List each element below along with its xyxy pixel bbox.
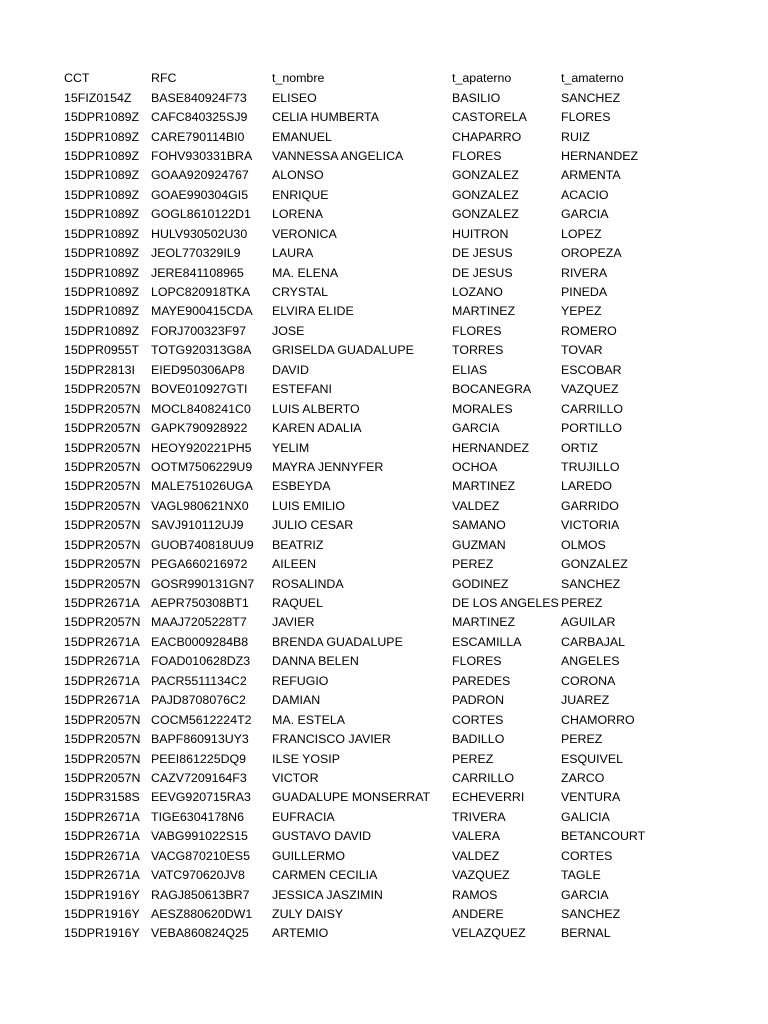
table-row xyxy=(64,166,754,185)
table-row xyxy=(64,88,754,107)
cell-t-nombre: DAMIAN xyxy=(272,693,321,708)
cell-t-apaterno: VALDEZ xyxy=(452,498,500,513)
cell-rfc: CARE790114BI0 xyxy=(151,129,245,144)
cell-t-nombre: VANNESSA ANGELICA xyxy=(272,148,404,163)
cell-rfc: MAYE900415CDA xyxy=(151,304,253,319)
cell-t-nombre: KAREN ADALIA xyxy=(272,421,362,436)
cell-t-nombre: JESSICA JASZIMIN xyxy=(272,887,383,902)
cell-rfc: EACB0009284B8 xyxy=(151,634,249,649)
table-row xyxy=(64,108,754,127)
cell-t-apaterno: CHAPARRO xyxy=(452,129,522,144)
cell-t-apaterno: FLORES xyxy=(452,654,502,669)
cell-rfc: PEGA660216972 xyxy=(151,557,248,572)
cell-cct: 15DPR2057N xyxy=(64,770,141,785)
cell-t-apaterno: BADILLO xyxy=(452,732,505,747)
cell-t-apaterno: PEREZ xyxy=(452,557,494,572)
cell-cct: 15DPR1089Z xyxy=(64,246,140,261)
cell-rfc: RAGJ850613BR7 xyxy=(151,887,250,902)
cell-cct: 15DPR2057N xyxy=(64,732,141,747)
cell-t-nombre: CARMEN CECILIA xyxy=(272,868,378,883)
cell-t-nombre: LAURA xyxy=(272,246,314,261)
cell-cct: 15DPR1089Z xyxy=(64,168,140,183)
cell-t-amaterno: ESQUIVEL xyxy=(561,751,623,766)
cell-cct: 15DPR1089Z xyxy=(64,285,140,300)
data-table xyxy=(64,69,754,944)
cell-cct: 15DPR2671A xyxy=(64,596,140,611)
cell-rfc: CAFC840325SJ9 xyxy=(151,110,248,125)
table-row xyxy=(64,866,754,885)
cell-t-nombre: ILSE YOSIP xyxy=(272,751,340,766)
cell-t-nombre: LUIS ALBERTO xyxy=(272,401,360,416)
cell-t-apaterno: MARTINEZ xyxy=(452,304,516,319)
header-t-apaterno: t_apaterno xyxy=(452,71,512,86)
cell-rfc: LOPC820918TKA xyxy=(151,285,251,300)
cell-t-apaterno: CASTORELA xyxy=(452,110,527,125)
cell-rfc: VACG870210ES5 xyxy=(151,848,250,863)
cell-t-nombre: JOSE xyxy=(272,323,305,338)
cell-t-amaterno: BETANCOURT xyxy=(561,829,646,844)
table-row xyxy=(64,302,754,321)
cell-t-nombre: ALONSO xyxy=(272,168,324,183)
cell-t-apaterno: GUZMAN xyxy=(452,537,506,552)
cell-t-apaterno: VALDEZ xyxy=(452,848,500,863)
cell-cct: 15DPR1089Z xyxy=(64,148,140,163)
cell-t-nombre: JAVIER xyxy=(272,615,315,630)
cell-t-nombre: EUFRACIA xyxy=(272,809,335,824)
cell-rfc: BAPF860913UY3 xyxy=(151,732,249,747)
cell-t-apaterno: BOCANEGRA xyxy=(452,382,532,397)
table-row xyxy=(64,749,754,768)
cell-t-apaterno: DE JESUS xyxy=(452,246,513,261)
cell-cct: 15DPR2057N xyxy=(64,518,141,533)
cell-t-nombre: DANNA BELEN xyxy=(272,654,359,669)
cell-rfc: FORJ700323F97 xyxy=(151,323,247,338)
cell-cct: 15DPR1089Z xyxy=(64,129,140,144)
cell-t-nombre: GUSTAVO DAVID xyxy=(272,829,372,844)
cell-t-amaterno: OROPEZA xyxy=(561,246,622,261)
table-row xyxy=(64,458,754,477)
cell-cct: 15DPR2057N xyxy=(64,751,141,766)
cell-t-nombre: VERONICA xyxy=(272,226,337,241)
cell-t-amaterno: SANCHEZ xyxy=(561,576,621,591)
cell-t-amaterno: PEREZ xyxy=(561,732,603,747)
table-row xyxy=(64,322,754,341)
spreadsheet-page xyxy=(64,69,754,944)
cell-t-apaterno: VALERA xyxy=(452,829,500,844)
table-row xyxy=(64,341,754,360)
cell-cct: 15DPR3158S xyxy=(64,790,140,805)
cell-rfc: VATC970620JV8 xyxy=(151,868,245,883)
cell-cct: 15DPR2057N xyxy=(64,712,141,727)
cell-t-nombre: DAVID xyxy=(272,362,309,377)
cell-cct: 15DPR1089Z xyxy=(64,187,140,202)
header-row xyxy=(64,69,754,88)
table-row xyxy=(64,788,754,807)
cell-cct: 15DPR2057N xyxy=(64,615,141,630)
cell-t-amaterno: ESCOBAR xyxy=(561,362,622,377)
cell-t-apaterno: MARTINEZ xyxy=(452,615,516,630)
cell-cct: 15DPR1916Y xyxy=(64,887,140,902)
cell-cct: 15DPR2057N xyxy=(64,557,141,572)
cell-t-apaterno: PAREDES xyxy=(452,673,511,688)
cell-t-nombre: REFUGIO xyxy=(272,673,329,688)
cell-t-apaterno: MARTINEZ xyxy=(452,479,516,494)
cell-t-apaterno: DE LOS ANGELES xyxy=(452,596,559,611)
cell-t-nombre: AILEEN xyxy=(272,557,317,572)
cell-t-amaterno: RUIZ xyxy=(561,129,590,144)
table-row xyxy=(64,361,754,380)
cell-rfc: JEOL770329IL9 xyxy=(151,246,241,261)
table-row xyxy=(64,613,754,632)
cell-t-apaterno: ECHEVERRI xyxy=(452,790,525,805)
cell-rfc: TOTG920313G8A xyxy=(151,343,252,358)
cell-t-nombre: ROSALINDA xyxy=(272,576,344,591)
cell-t-amaterno: ZARCO xyxy=(561,770,605,785)
cell-rfc: GOSR990131GN7 xyxy=(151,576,255,591)
cell-t-nombre: ELISEO xyxy=(272,90,317,105)
cell-rfc: TIGE6304178N6 xyxy=(151,809,244,824)
cell-t-amaterno: TAGLE xyxy=(561,868,601,883)
table-row xyxy=(64,399,754,418)
cell-rfc: COCM5612224T2 xyxy=(151,712,252,727)
cell-t-nombre: CRYSTAL xyxy=(272,285,329,300)
cell-t-nombre: MA. ESTELA xyxy=(272,712,345,727)
table-row xyxy=(64,477,754,496)
cell-t-amaterno: CARRILLO xyxy=(561,401,623,416)
cell-t-amaterno: BERNAL xyxy=(561,926,611,941)
table-row xyxy=(64,730,754,749)
cell-t-apaterno: GONZALEZ xyxy=(452,207,519,222)
table-row xyxy=(64,438,754,457)
cell-rfc: GOGL8610122D1 xyxy=(151,207,251,222)
cell-t-nombre: ARTEMIO xyxy=(272,926,329,941)
table-row xyxy=(64,497,754,516)
cell-rfc: OOTM7506229U9 xyxy=(151,459,253,474)
cell-rfc: CAZV7209164F3 xyxy=(151,770,247,785)
cell-t-amaterno: VAZQUEZ xyxy=(561,382,619,397)
cell-t-amaterno: TRUJILLO xyxy=(561,459,620,474)
table-row xyxy=(64,127,754,146)
cell-cct: 15DPR2057N xyxy=(64,479,141,494)
cell-cct: 15DPR1089Z xyxy=(64,323,140,338)
cell-rfc: EEVG920715RA3 xyxy=(151,790,251,805)
cell-t-amaterno: ROMERO xyxy=(561,323,617,338)
cell-t-amaterno: SANCHEZ xyxy=(561,90,621,105)
cell-t-apaterno: ANDERE xyxy=(452,907,504,922)
table-row xyxy=(64,885,754,904)
cell-rfc: JERE841108965 xyxy=(151,265,244,280)
table-row xyxy=(64,905,754,924)
table-row xyxy=(64,380,754,399)
cell-t-apaterno: FLORES xyxy=(452,323,502,338)
header-t-amaterno: t_amaterno xyxy=(561,71,624,86)
cell-t-nombre: FRANCISCO JAVIER xyxy=(272,732,391,747)
cell-rfc: HEOY920221PH5 xyxy=(151,440,252,455)
table-row xyxy=(64,808,754,827)
cell-t-amaterno: GARCIA xyxy=(561,207,609,222)
cell-rfc: EIED950306AP8 xyxy=(151,362,245,377)
cell-t-apaterno: GARCIA xyxy=(452,421,500,436)
cell-rfc: VABG991022S15 xyxy=(151,829,248,844)
cell-t-apaterno: CARRILLO xyxy=(452,770,514,785)
cell-rfc: MOCL8408241C0 xyxy=(151,401,251,416)
cell-cct: 15FIZ0154Z xyxy=(64,90,132,105)
cell-rfc: MAAJ7205228T7 xyxy=(151,615,247,630)
table-row xyxy=(64,516,754,535)
cell-cct: 15DPR1089Z xyxy=(64,207,140,222)
cell-t-nombre: ENRIQUE xyxy=(272,187,329,202)
table-row xyxy=(64,283,754,302)
cell-rfc: HULV930502U30 xyxy=(151,226,248,241)
table-row xyxy=(64,147,754,166)
cell-cct: 15DPR2671A xyxy=(64,809,140,824)
cell-t-nombre: ESBEYDA xyxy=(272,479,331,494)
cell-t-apaterno: VAZQUEZ xyxy=(452,868,510,883)
cell-rfc: GOAE990304GI5 xyxy=(151,187,249,202)
cell-t-amaterno: JUAREZ xyxy=(561,693,610,708)
cell-t-amaterno: GARRIDO xyxy=(561,498,619,513)
cell-cct: 15DPR2057N xyxy=(64,498,141,513)
cell-t-amaterno: ACACIO xyxy=(561,187,609,202)
cell-rfc: BOVE010927GTI xyxy=(151,382,248,397)
cell-cct: 15DPR2057N xyxy=(64,537,141,552)
cell-rfc: SAVJ910112UJ9 xyxy=(151,518,244,533)
cell-t-amaterno: LAREDO xyxy=(561,479,612,494)
cell-cct: 15DPR1916Y xyxy=(64,907,140,922)
cell-cct: 15DPR1089Z xyxy=(64,265,140,280)
cell-t-apaterno: ESCAMILLA xyxy=(452,634,522,649)
cell-t-amaterno: CORTES xyxy=(561,848,613,863)
cell-t-amaterno: AGUILAR xyxy=(561,615,616,630)
cell-cct: 15DPR2057N xyxy=(64,576,141,591)
cell-rfc: GAPK790928922 xyxy=(151,421,248,436)
cell-cct: 15DPR2671A xyxy=(64,634,140,649)
cell-cct: 15DPR2057N xyxy=(64,459,141,474)
cell-t-apaterno: GONZALEZ xyxy=(452,168,519,183)
table-row xyxy=(64,652,754,671)
cell-rfc: AESZ880620DW1 xyxy=(151,907,253,922)
table-row xyxy=(64,594,754,613)
cell-t-nombre: MA. ELENA xyxy=(272,265,339,280)
cell-cct: 15DPR1089Z xyxy=(64,304,140,319)
cell-t-amaterno: ORTIZ xyxy=(561,440,598,455)
cell-t-amaterno: SANCHEZ xyxy=(561,907,621,922)
cell-t-apaterno: GODINEZ xyxy=(452,576,509,591)
cell-t-apaterno: MORALES xyxy=(452,401,513,416)
cell-rfc: BASE840924F73 xyxy=(151,90,247,105)
cell-t-apaterno: PEREZ xyxy=(452,751,494,766)
cell-t-apaterno: HERNANDEZ xyxy=(452,440,530,455)
table-row xyxy=(64,244,754,263)
header-rfc: RFC xyxy=(151,71,177,86)
cell-t-apaterno: RAMOS xyxy=(452,887,498,902)
cell-t-apaterno: HUITRON xyxy=(452,226,509,241)
table-row xyxy=(64,205,754,224)
table-row xyxy=(64,574,754,593)
cell-t-apaterno: CORTES xyxy=(452,712,504,727)
table-body xyxy=(64,88,754,943)
cell-t-apaterno: PADRON xyxy=(452,693,505,708)
cell-t-amaterno: PORTILLO xyxy=(561,421,623,436)
cell-rfc: GUOB740818UU9 xyxy=(151,537,254,552)
cell-t-apaterno: LOZANO xyxy=(452,285,503,300)
cell-rfc: MALE751026UGA xyxy=(151,479,253,494)
cell-rfc: PACR5511134C2 xyxy=(151,673,247,688)
table-row xyxy=(64,710,754,729)
cell-t-nombre: BEATRIZ xyxy=(272,537,324,552)
table-row xyxy=(64,847,754,866)
cell-t-amaterno: CARBAJAL xyxy=(561,634,626,649)
cell-t-nombre: ESTEFANI xyxy=(272,382,332,397)
cell-t-amaterno: ARMENTA xyxy=(561,168,621,183)
cell-cct: 15DPR2671A xyxy=(64,673,140,688)
cell-cct: 15DPR2057N xyxy=(64,440,141,455)
cell-t-nombre: BRENDA GUADALUPE xyxy=(272,634,403,649)
table-row xyxy=(64,769,754,788)
cell-cct: 15DPR2671A xyxy=(64,654,140,669)
table-row xyxy=(64,186,754,205)
cell-t-amaterno: VICTORIA xyxy=(561,518,620,533)
cell-t-amaterno: TOVAR xyxy=(561,343,603,358)
cell-t-nombre: GUADALUPE MONSERRAT xyxy=(272,790,431,805)
cell-t-nombre: JULIO CESAR xyxy=(272,518,354,533)
table-row xyxy=(64,672,754,691)
table-row xyxy=(64,419,754,438)
cell-t-nombre: YELIM xyxy=(272,440,310,455)
cell-t-nombre: EMANUEL xyxy=(272,129,332,144)
table-row xyxy=(64,263,754,282)
table-row xyxy=(64,225,754,244)
cell-t-nombre: CELIA HUMBERTA xyxy=(272,110,379,125)
cell-rfc: PAJD8708076C2 xyxy=(151,693,246,708)
cell-t-apaterno: VELAZQUEZ xyxy=(452,926,526,941)
cell-cct: 15DPR1089Z xyxy=(64,110,140,125)
table-row xyxy=(64,555,754,574)
header-cct: CCT xyxy=(64,71,90,86)
cell-t-amaterno: CHAMORRO xyxy=(561,712,635,727)
table-row xyxy=(64,691,754,710)
cell-t-nombre: ELVIRA ELIDE xyxy=(272,304,354,319)
table-row xyxy=(64,536,754,555)
cell-t-amaterno: YEPEZ xyxy=(561,304,602,319)
cell-t-amaterno: HERNANDEZ xyxy=(561,148,639,163)
cell-t-apaterno: BASILIO xyxy=(452,90,501,105)
cell-t-apaterno: TRIVERA xyxy=(452,809,506,824)
cell-t-amaterno: PEREZ xyxy=(561,596,603,611)
cell-t-apaterno: ELIAS xyxy=(452,362,488,377)
cell-t-apaterno: FLORES xyxy=(452,148,502,163)
cell-cct: 15DPR2057N xyxy=(64,401,141,416)
cell-cct: 15DPR0955T xyxy=(64,343,140,358)
cell-rfc: FOHV930331BRA xyxy=(151,148,253,163)
cell-rfc: AEPR750308BT1 xyxy=(151,596,249,611)
table-row xyxy=(64,827,754,846)
cell-rfc: GOAA920924767 xyxy=(151,168,249,183)
cell-t-nombre: RAQUEL xyxy=(272,596,323,611)
table-row xyxy=(64,924,754,943)
cell-t-amaterno: GARCIA xyxy=(561,887,609,902)
cell-t-amaterno: LOPEZ xyxy=(561,226,602,241)
cell-t-apaterno: TORRES xyxy=(452,343,504,358)
cell-rfc: PEEI861225DQ9 xyxy=(151,751,247,766)
cell-t-amaterno: GONZALEZ xyxy=(561,557,628,572)
cell-t-amaterno: RIVERA xyxy=(561,265,608,280)
header-t-nombre: t_nombre xyxy=(272,71,325,86)
cell-cct: 15DPR1089Z xyxy=(64,226,140,241)
cell-t-nombre: LUIS EMILIO xyxy=(272,498,345,513)
cell-cct: 15DPR2813I xyxy=(64,362,135,377)
cell-t-nombre: GUILLERMO xyxy=(272,848,345,863)
cell-t-amaterno: VENTURA xyxy=(561,790,621,805)
cell-rfc: VAGL980621NX0 xyxy=(151,498,249,513)
cell-t-amaterno: PINEDA xyxy=(561,285,608,300)
cell-t-amaterno: OLMOS xyxy=(561,537,606,552)
cell-t-amaterno: FLORES xyxy=(561,110,611,125)
table-row xyxy=(64,633,754,652)
cell-t-amaterno: GALICIA xyxy=(561,809,610,824)
cell-cct: 15DPR1916Y xyxy=(64,926,140,941)
cell-cct: 15DPR2671A xyxy=(64,868,140,883)
cell-t-amaterno: ANGELES xyxy=(561,654,620,669)
cell-t-nombre: LORENA xyxy=(272,207,323,222)
cell-t-apaterno: OCHOA xyxy=(452,459,498,474)
cell-t-nombre: MAYRA JENNYFER xyxy=(272,459,384,474)
cell-cct: 15DPR2671A xyxy=(64,829,140,844)
cell-t-amaterno: CORONA xyxy=(561,673,616,688)
cell-rfc: FOAD010628DZ3 xyxy=(151,654,251,669)
cell-cct: 15DPR2671A xyxy=(64,848,140,863)
cell-cct: 15DPR2671A xyxy=(64,693,140,708)
cell-t-apaterno: SAMANO xyxy=(452,518,506,533)
cell-t-nombre: VICTOR xyxy=(272,770,319,785)
cell-t-nombre: GRISELDA GUADALUPE xyxy=(272,343,414,358)
cell-rfc: VEBA860824Q25 xyxy=(151,926,249,941)
cell-cct: 15DPR2057N xyxy=(64,421,141,436)
cell-t-apaterno: GONZALEZ xyxy=(452,187,519,202)
cell-t-nombre: ZULY DAISY xyxy=(272,907,344,922)
cell-cct: 15DPR2057N xyxy=(64,382,141,397)
cell-t-apaterno: DE JESUS xyxy=(452,265,513,280)
